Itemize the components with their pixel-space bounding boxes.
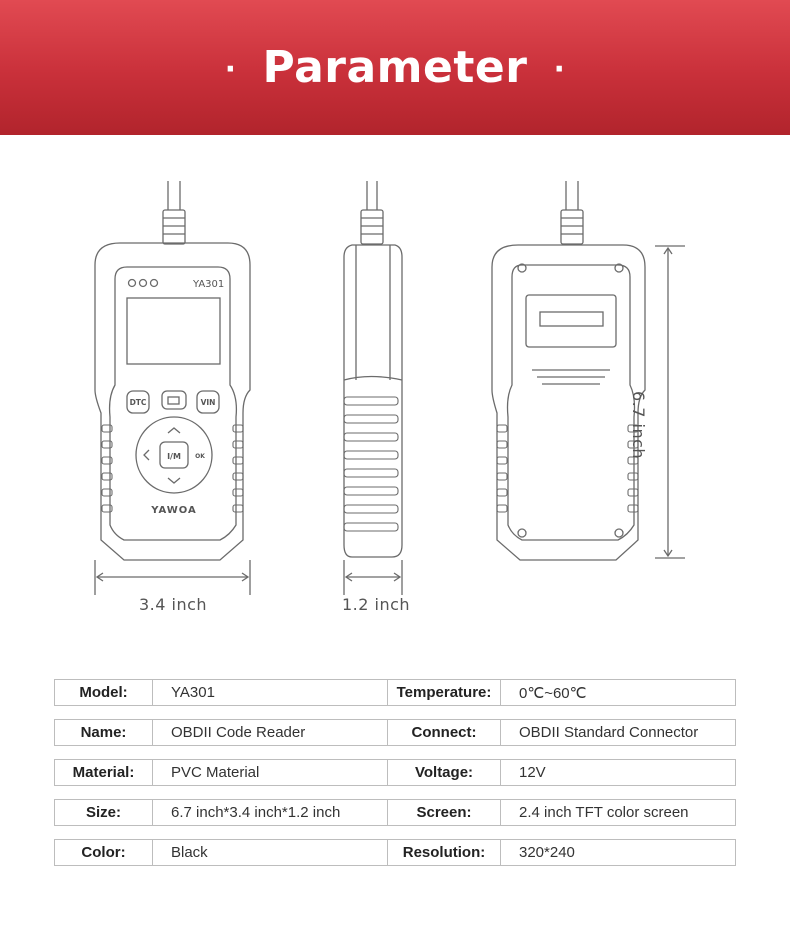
spec-value: OBDII Code Reader: [153, 720, 388, 745]
front-view: [95, 181, 250, 595]
spec-row: [54, 839, 736, 866]
spec-row: [54, 799, 736, 826]
spec-table: [54, 679, 736, 879]
side-view: [344, 181, 402, 595]
spec-row: [54, 719, 736, 746]
spec-value: 12V: [519, 764, 546, 781]
spec-value: YA301: [153, 680, 388, 705]
spec-label: Temperature:: [388, 680, 501, 705]
spec-label: Model:: [55, 680, 153, 705]
spec-value: Black: [153, 840, 388, 865]
device-drawings-svg: [0, 135, 790, 655]
spec-label: Screen:: [388, 800, 501, 825]
spec-label: Resolution:: [388, 840, 501, 865]
height-dimension-label: 6.7 inch: [629, 391, 648, 460]
spec-value: PVC Material: [153, 760, 388, 785]
spec-value: 2.4 inch TFT color screen: [519, 804, 689, 821]
spec-value: 6.7 inch*3.4 inch*1.2 inch: [153, 800, 388, 825]
spec-value: 320*240: [519, 844, 575, 861]
device-drawings: [0, 135, 790, 655]
back-view: [492, 181, 685, 560]
title-dot-right: ·: [553, 52, 566, 87]
spec-row: [54, 759, 736, 786]
header-banner: [0, 0, 790, 135]
vin-button-label: VIN: [200, 398, 216, 407]
page-title: [199, 42, 592, 93]
im-button-label: I/M: [167, 452, 181, 461]
title-dot-left: ·: [224, 52, 237, 87]
width-dimension-label: 3.4 inch: [139, 595, 208, 614]
spec-label: Color:: [55, 840, 153, 865]
spec-row: [54, 679, 736, 706]
spec-label: Size:: [55, 800, 153, 825]
brand-label: YAWOA: [151, 505, 197, 516]
spec-label: Voltage:: [388, 760, 501, 785]
spec-label: Connect:: [388, 720, 501, 745]
depth-dimension-label: 1.2 inch: [342, 595, 411, 614]
spec-value: 0℃~60℃: [519, 684, 587, 702]
spec-value: OBDII Standard Connector: [519, 724, 699, 741]
spec-label: Name:: [55, 720, 153, 745]
dtc-button-label: DTC: [129, 398, 147, 407]
device-model-label: YA301: [193, 279, 225, 290]
spec-label: Material:: [55, 760, 153, 785]
ok-button-label: OK: [195, 453, 205, 460]
title-text: Parameter: [262, 42, 528, 93]
